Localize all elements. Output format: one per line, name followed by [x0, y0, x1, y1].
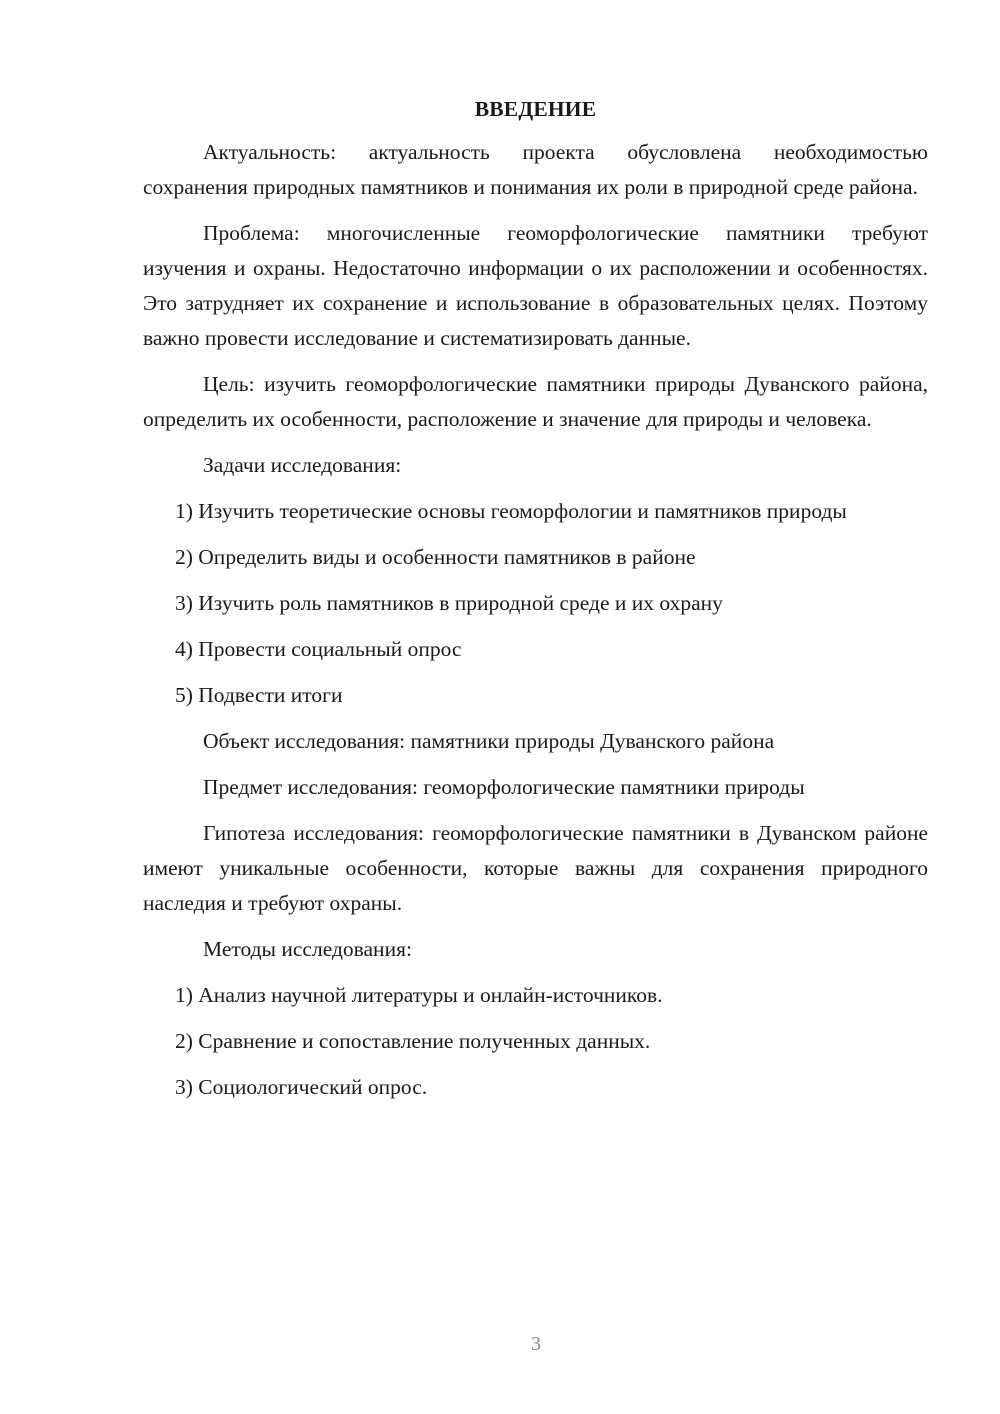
- page-number: 3: [531, 1333, 541, 1355]
- paragraph-subject: Предмет исследования: геоморфологические памятники природы: [203, 775, 805, 799]
- methods-heading: Методы исследования:: [203, 937, 412, 961]
- paragraph-problem: Проблема: многочисленные геоморфологические памятники требуют изучения и охраны. Недостаточно информации о их расположении и особенностях. Это затрудняет их сохранение и использование в образовательных целях. Поэтому важно провести исследование и систематизировать данные.: [143, 221, 928, 350]
- list-item-task-2: 2) Определить виды и особенности памятников в районе: [175, 545, 696, 569]
- paragraph-object: Объект исследования: памятники природы Дуванского района: [203, 729, 775, 753]
- list-item-task-5: 5) Подвести итоги: [175, 683, 343, 707]
- paragraph-relevance: Актуальность: актуальность проекта обусловлена необходимостью сохранения природных памятников и понимания их роли в природной среде района.: [143, 140, 928, 199]
- paragraph-hypothesis: Гипотеза исследования: геоморфологические памятники в Дуванском районе имеют уникальные особенности, которые важны для сохранения природного наследия и требуют охраны.: [143, 821, 928, 915]
- list-item-method-3: 3) Социологический опрос.: [175, 1075, 428, 1099]
- list-item-method-2: 2) Сравнение и сопоставление полученных данных.: [175, 1029, 651, 1053]
- tasks-heading: Задачи исследования:: [203, 453, 402, 477]
- list-item-method-1: 1) Анализ научной литературы и онлайн-источников.: [175, 983, 663, 1007]
- paragraph-goal: Цель: изучить геоморфологические памятники природы Дуванского района, определить их особенности, расположение и значение для природы и человека.: [143, 372, 928, 431]
- list-item-task-3: 3) Изучить роль памятников в природной среде и их охрану: [175, 591, 723, 615]
- list-item-task-4: 4) Провести социальный опрос: [175, 637, 462, 661]
- list-item-task-1: 1) Изучить теоретические основы геоморфологии и памятников природы: [175, 499, 847, 523]
- section-title: ВВЕДЕНИЕ: [474, 97, 597, 121]
- document-page: [143, 92, 928, 1116]
